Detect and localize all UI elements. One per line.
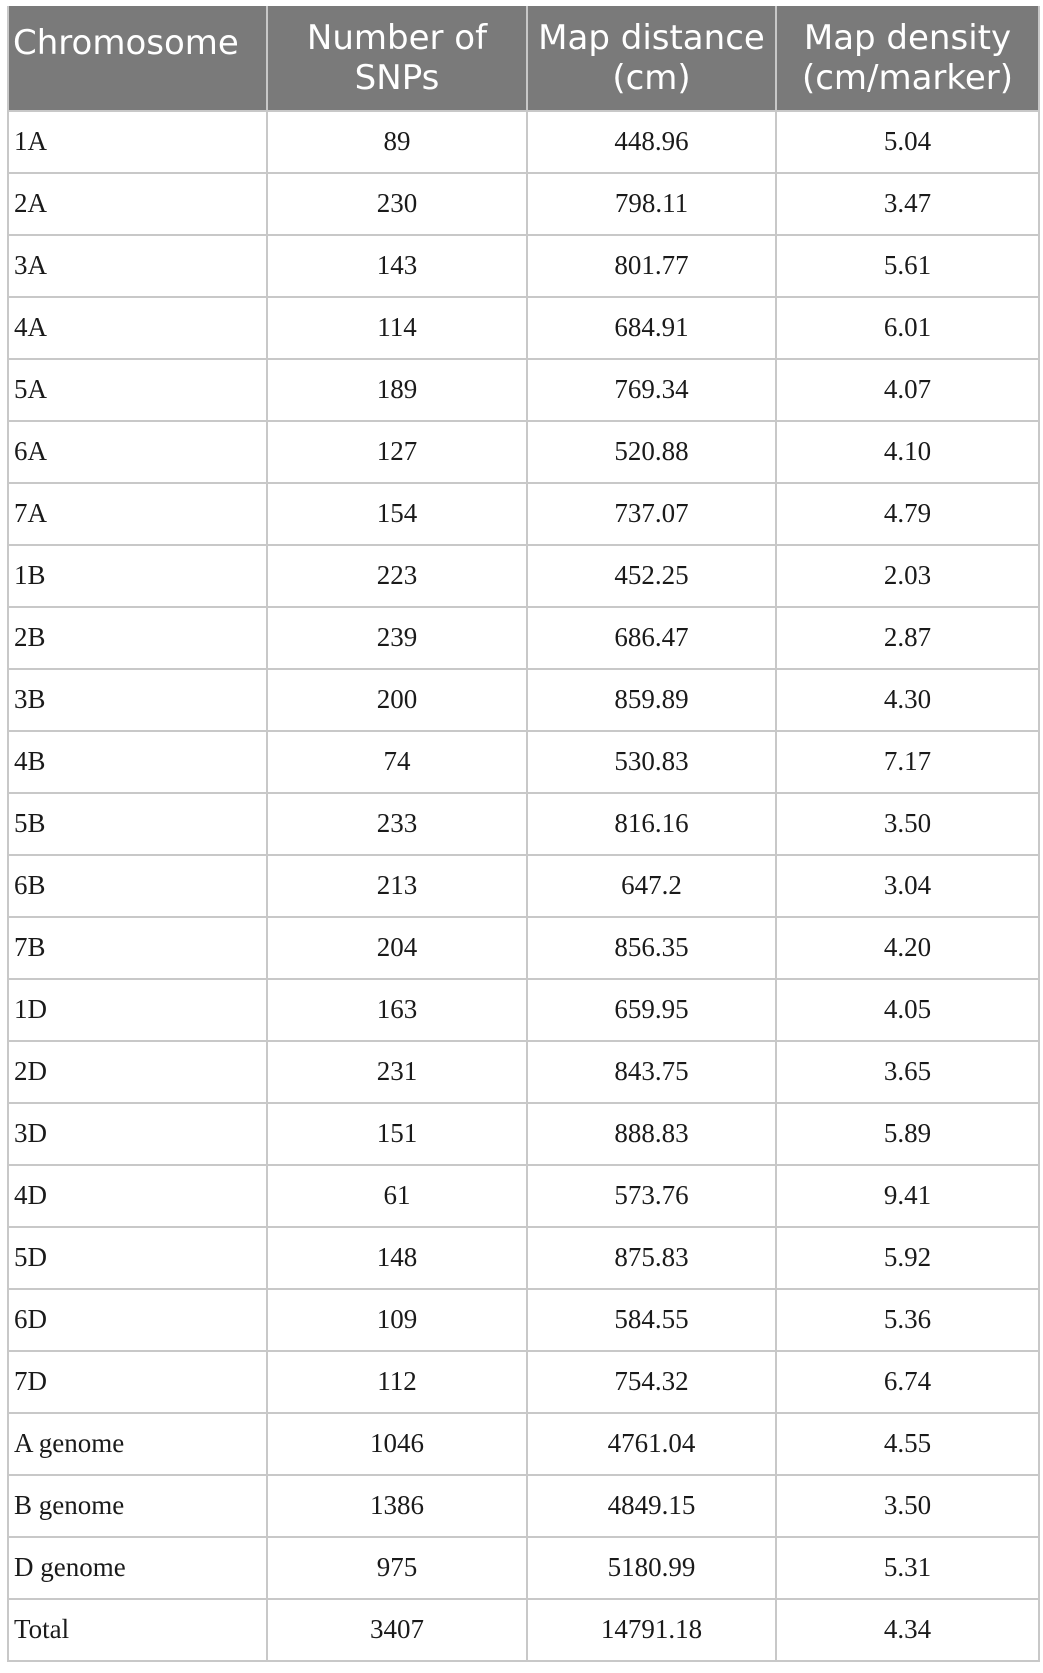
snp-count-cell: 89: [267, 111, 527, 173]
map-density-cell: 3.65: [776, 1041, 1039, 1103]
map-distance-cell: 801.77: [527, 235, 776, 297]
snp-count-cell: 233: [267, 793, 527, 855]
table-row: [8, 1103, 1039, 1165]
chromosome-cell: D genome: [8, 1537, 267, 1599]
map-density-cell: 5.61: [776, 235, 1039, 297]
chromosome-cell: 2D: [8, 1041, 267, 1103]
snp-count-cell: 1386: [267, 1475, 527, 1537]
snp-count-cell: 148: [267, 1227, 527, 1289]
table-row: [8, 1351, 1039, 1413]
snp-count-cell: 114: [267, 297, 527, 359]
map-density-cell: 4.07: [776, 359, 1039, 421]
header-map-distance: Map distance (cm): [527, 7, 776, 111]
table-row: [8, 731, 1039, 793]
table-row: [8, 1227, 1039, 1289]
table-row: [8, 173, 1039, 235]
chromosome-cell: 4B: [8, 731, 267, 793]
chromosome-cell: Total: [8, 1599, 267, 1661]
map-distance-cell: 816.16: [527, 793, 776, 855]
snp-count-cell: 189: [267, 359, 527, 421]
map-distance-cell: 4761.04: [527, 1413, 776, 1475]
chromosome-cell: 6A: [8, 421, 267, 483]
chromosome-cell: 1B: [8, 545, 267, 607]
map-density-cell: 2.03: [776, 545, 1039, 607]
map-density-cell: 4.79: [776, 483, 1039, 545]
snp-count-cell: 213: [267, 855, 527, 917]
map-distance-cell: 530.83: [527, 731, 776, 793]
table-row: [8, 1289, 1039, 1351]
map-density-cell: 7.17: [776, 731, 1039, 793]
map-density-cell: 5.92: [776, 1227, 1039, 1289]
snp-count-cell: 109: [267, 1289, 527, 1351]
map-density-cell: 9.41: [776, 1165, 1039, 1227]
map-distance-cell: 686.47: [527, 607, 776, 669]
map-distance-cell: 14791.18: [527, 1599, 776, 1661]
snp-count-cell: 230: [267, 173, 527, 235]
chromosome-cell: 2A: [8, 173, 267, 235]
map-distance-cell: 659.95: [527, 979, 776, 1041]
map-distance-cell: 4849.15: [527, 1475, 776, 1537]
chromosome-cell: 5A: [8, 359, 267, 421]
chromosome-cell: 3B: [8, 669, 267, 731]
map-density-cell: 3.50: [776, 1475, 1039, 1537]
map-density-cell: 4.30: [776, 669, 1039, 731]
snp-count-cell: 61: [267, 1165, 527, 1227]
table-row: [8, 359, 1039, 421]
map-distance-cell: 684.91: [527, 297, 776, 359]
table-row: [8, 235, 1039, 297]
table-row: [8, 421, 1039, 483]
chromosome-cell: 6D: [8, 1289, 267, 1351]
snp-count-cell: 163: [267, 979, 527, 1041]
chromosome-cell: 4A: [8, 297, 267, 359]
map-distance-cell: 448.96: [527, 111, 776, 173]
map-distance-cell: 647.2: [527, 855, 776, 917]
map-distance-cell: 875.83: [527, 1227, 776, 1289]
snp-count-cell: 231: [267, 1041, 527, 1103]
map-density-cell: 6.01: [776, 297, 1039, 359]
snp-map-table: [7, 6, 1040, 1662]
chromosome-cell: 5D: [8, 1227, 267, 1289]
snp-count-cell: 200: [267, 669, 527, 731]
map-distance-cell: 754.32: [527, 1351, 776, 1413]
table-row: [8, 1599, 1039, 1661]
table-row: [8, 1537, 1039, 1599]
map-density-cell: 4.20: [776, 917, 1039, 979]
header-chromosome: Chromosome: [8, 7, 267, 111]
snp-count-cell: 239: [267, 607, 527, 669]
map-density-cell: 5.04: [776, 111, 1039, 173]
map-density-cell: 4.55: [776, 1413, 1039, 1475]
table-row: [8, 483, 1039, 545]
chromosome-cell: 5B: [8, 793, 267, 855]
table-row: [8, 669, 1039, 731]
map-density-cell: 3.04: [776, 855, 1039, 917]
table-row: [8, 1041, 1039, 1103]
snp-count-cell: 143: [267, 235, 527, 297]
map-density-cell: 4.10: [776, 421, 1039, 483]
map-distance-cell: 843.75: [527, 1041, 776, 1103]
chromosome-cell: 7D: [8, 1351, 267, 1413]
chromosome-cell: 7A: [8, 483, 267, 545]
map-distance-cell: 888.83: [527, 1103, 776, 1165]
map-distance-cell: 5180.99: [527, 1537, 776, 1599]
snp-count-cell: 127: [267, 421, 527, 483]
table-row: [8, 1165, 1039, 1227]
snp-count-cell: 223: [267, 545, 527, 607]
map-distance-cell: 856.35: [527, 917, 776, 979]
header-number-of-snps: Number of SNPs: [267, 7, 527, 111]
table-row: [8, 111, 1039, 173]
chromosome-cell: A genome: [8, 1413, 267, 1475]
chromosome-cell: 2B: [8, 607, 267, 669]
snp-count-cell: 151: [267, 1103, 527, 1165]
table-row: [8, 545, 1039, 607]
table-row: [8, 793, 1039, 855]
map-density-cell: 4.34: [776, 1599, 1039, 1661]
snp-count-cell: 975: [267, 1537, 527, 1599]
snp-count-cell: 3407: [267, 1599, 527, 1661]
snp-count-cell: 154: [267, 483, 527, 545]
chromosome-cell: 1D: [8, 979, 267, 1041]
map-distance-cell: 452.25: [527, 545, 776, 607]
header-map-density: Map density (cm/marker): [776, 7, 1039, 111]
chromosome-cell: 1A: [8, 111, 267, 173]
map-distance-cell: 859.89: [527, 669, 776, 731]
chromosome-cell: 3D: [8, 1103, 267, 1165]
table-row: [8, 1413, 1039, 1475]
table-row: [8, 855, 1039, 917]
map-density-cell: 5.89: [776, 1103, 1039, 1165]
map-distance-cell: 798.11: [527, 173, 776, 235]
table-row: [8, 297, 1039, 359]
chromosome-cell: 7B: [8, 917, 267, 979]
map-density-cell: 2.87: [776, 607, 1039, 669]
map-density-cell: 3.47: [776, 173, 1039, 235]
map-distance-cell: 769.34: [527, 359, 776, 421]
map-density-cell: 5.36: [776, 1289, 1039, 1351]
table-row: [8, 1475, 1039, 1537]
table-row: [8, 607, 1039, 669]
snp-count-cell: 112: [267, 1351, 527, 1413]
chromosome-cell: B genome: [8, 1475, 267, 1537]
map-density-cell: 6.74: [776, 1351, 1039, 1413]
map-density-cell: 3.50: [776, 793, 1039, 855]
map-distance-cell: 737.07: [527, 483, 776, 545]
table-body: [8, 111, 1039, 1661]
table-header: [8, 7, 1039, 111]
chromosome-cell: 6B: [8, 855, 267, 917]
snp-count-cell: 204: [267, 917, 527, 979]
map-density-cell: 5.31: [776, 1537, 1039, 1599]
table-row: [8, 979, 1039, 1041]
map-distance-cell: 584.55: [527, 1289, 776, 1351]
map-distance-cell: 573.76: [527, 1165, 776, 1227]
table-row: [8, 917, 1039, 979]
snp-count-cell: 74: [267, 731, 527, 793]
map-distance-cell: 520.88: [527, 421, 776, 483]
map-density-cell: 4.05: [776, 979, 1039, 1041]
chromosome-cell: 4D: [8, 1165, 267, 1227]
header-row: [8, 7, 1039, 111]
chromosome-cell: 3A: [8, 235, 267, 297]
snp-count-cell: 1046: [267, 1413, 527, 1475]
